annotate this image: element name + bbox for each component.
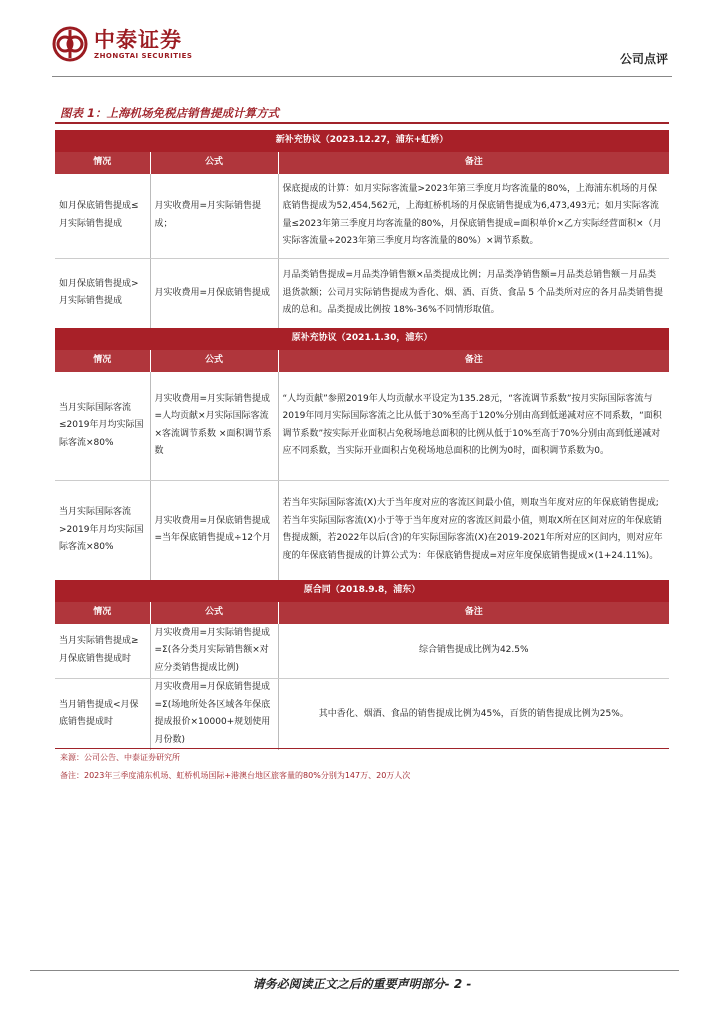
table-row [55,678,669,750]
remark-cell: 保底提成的计算：如月实际客流量>2023年第三季度月均客流量的80%，上海浦东机场的月保底销售提成为52,454,562元，上海虹桥机场的月保底销售提成为6,473,493元；如月实际客流量≤2023年第三季度月均客流量的80%，月保底销售提成=面积单价×乙方实际经营面积×（月实际客流量÷2023年第三季度月均客流量的80%）×调节系数。 [278,174,669,258]
remark-cell: 月品类销售提成=月品类净销售额×品类提成比例；月品类净销售额=月品类总销售额－月品类退货款额；公司月实际销售提成为香化、烟、酒、百货、食品 5 个品类所对应的各月品类销售提成的总和。品类提成比例按 18%-36%不同情形取值。 [282,270,663,315]
remark-note: 备注：2023年三季度浦东机场、虹桥机场国际+港澳台地区旅客量的80%分别为147万、20万人次 [60,771,411,780]
table-row [55,480,669,580]
footer-disclaimer: 请务必阅读正文之后的重要声明部分- 2 - [252,977,472,991]
table-row [55,174,669,258]
situation-cell: 当月实际国际客流>2019年月均实际国际客流×80% [55,480,150,580]
report-type: 公司点评 [619,52,668,66]
column-header-row [55,350,669,372]
formula-cell: 月实收费用=月保底销售提成=Σ(场地所处各区域各年保底提成报价×10000+规划使用月份数) [150,678,278,750]
remark-cell: “人均贡献”参照2019年人均贡献水平设定为135.28元，“客流调节系数”按月实际国际客流与2019年同月实际国际客流之比从低于30%至高于120%分别由高到低递减对应不同系数，“面积调节系数”按实际开业面积占免税场地总面积的比例从低于10%至高于70%分别由高到低递减对应不同系数，当实际开业面积占免税场地总面积的比例为0时，面积调节系数为0。 [278,372,669,480]
logo-english-name: ZHONGTAI SECURITIES [94,52,193,60]
section-header [55,130,669,152]
formula-cell: 月实收费用=月保底销售提成 [150,258,278,328]
table-bottom-rule [55,748,669,749]
column-header-situation: 情况 [55,602,150,624]
remark-cell: 其中香化、烟酒、食品的销售提成比例为45%，百货的销售提成比例为25%。 [318,708,629,719]
remark-cell: 若当年实际国际客流(X)大于当年度对应的客流区间最小值，则取当年度对应的年保底销售提成;若当年实际国际客流(X)小于等于当年度对应的客流区间最小值，则取X所在区间对应的年保底销售提成额，若2022年以后(含)的年实际国际客流(X)在2019-2021年所对应的区间内，则对应年度的年保底销售提成的计算公式为：年保底销售提成=对应年度保底销售提成×(1+24.11%)。 [282,498,663,561]
situation-cell: 当月销售提成<月保底销售提成时 [55,678,150,750]
section-title: 原补充协议（2021.1.30，浦东） [55,328,669,350]
column-header-situation: 情况 [55,152,150,174]
figure-title: 图表 1：上海机场免税店销售提成计算方式 [60,106,280,120]
column-header-row [55,602,669,624]
column-header-situation: 情况 [55,350,150,372]
column-header-formula: 公式 [150,152,278,174]
table-row [55,624,669,678]
column-header-remark: 备注 [278,350,669,372]
column-header-formula: 公式 [150,602,278,624]
situation-cell: 当月实际国际客流≤2019年月均实际国际客流×80% [55,372,150,480]
formula-cell: 月实收费用=月保底销售提成=当年保底销售提成÷12个月 [150,480,278,580]
zhongtai-logo-icon [52,26,88,62]
company-logo [52,26,192,62]
source-note: 来源：公司公告、中泰证券研究所 [60,753,180,762]
section-header [55,580,669,602]
footer-divider [30,970,679,971]
commission-table [55,130,669,750]
figure-title-rule [55,122,669,124]
column-header-remark: 备注 [278,602,669,624]
formula-cell: 月实收费用=月实际销售提成； [150,174,278,258]
section-header [55,328,669,350]
situation-cell: 如月保底销售提成≤月实际销售提成 [55,174,150,258]
formula-cell: 月实收费用=月实际销售提成=人均贡献×月实际国际客流×客流调节系数 ×面积调节系数 [150,372,278,480]
situation-cell: 如月保底销售提成>月实际销售提成 [55,258,150,328]
formula-cell: 月实收费用=月实际销售提成=Σ(各分类月实际销售额×对应分类销售提成比例) [150,624,278,678]
column-header-remark: 备注 [278,152,669,174]
situation-cell: 当月实际销售提成≥月保底销售提成时 [55,624,150,678]
table-row [55,258,669,328]
remark-cell: 综合销售提成比例为42.5% [278,624,669,678]
column-header-row [55,152,669,174]
section-title: 新补充协议（2023.12.27，浦东+虹桥） [55,130,669,152]
header-divider [52,76,672,77]
logo-chinese-name: 中泰证券 [94,28,182,52]
table-row [55,372,669,480]
column-header-formula: 公式 [150,350,278,372]
section-title: 原合同（2018.9.8，浦东） [55,580,669,602]
